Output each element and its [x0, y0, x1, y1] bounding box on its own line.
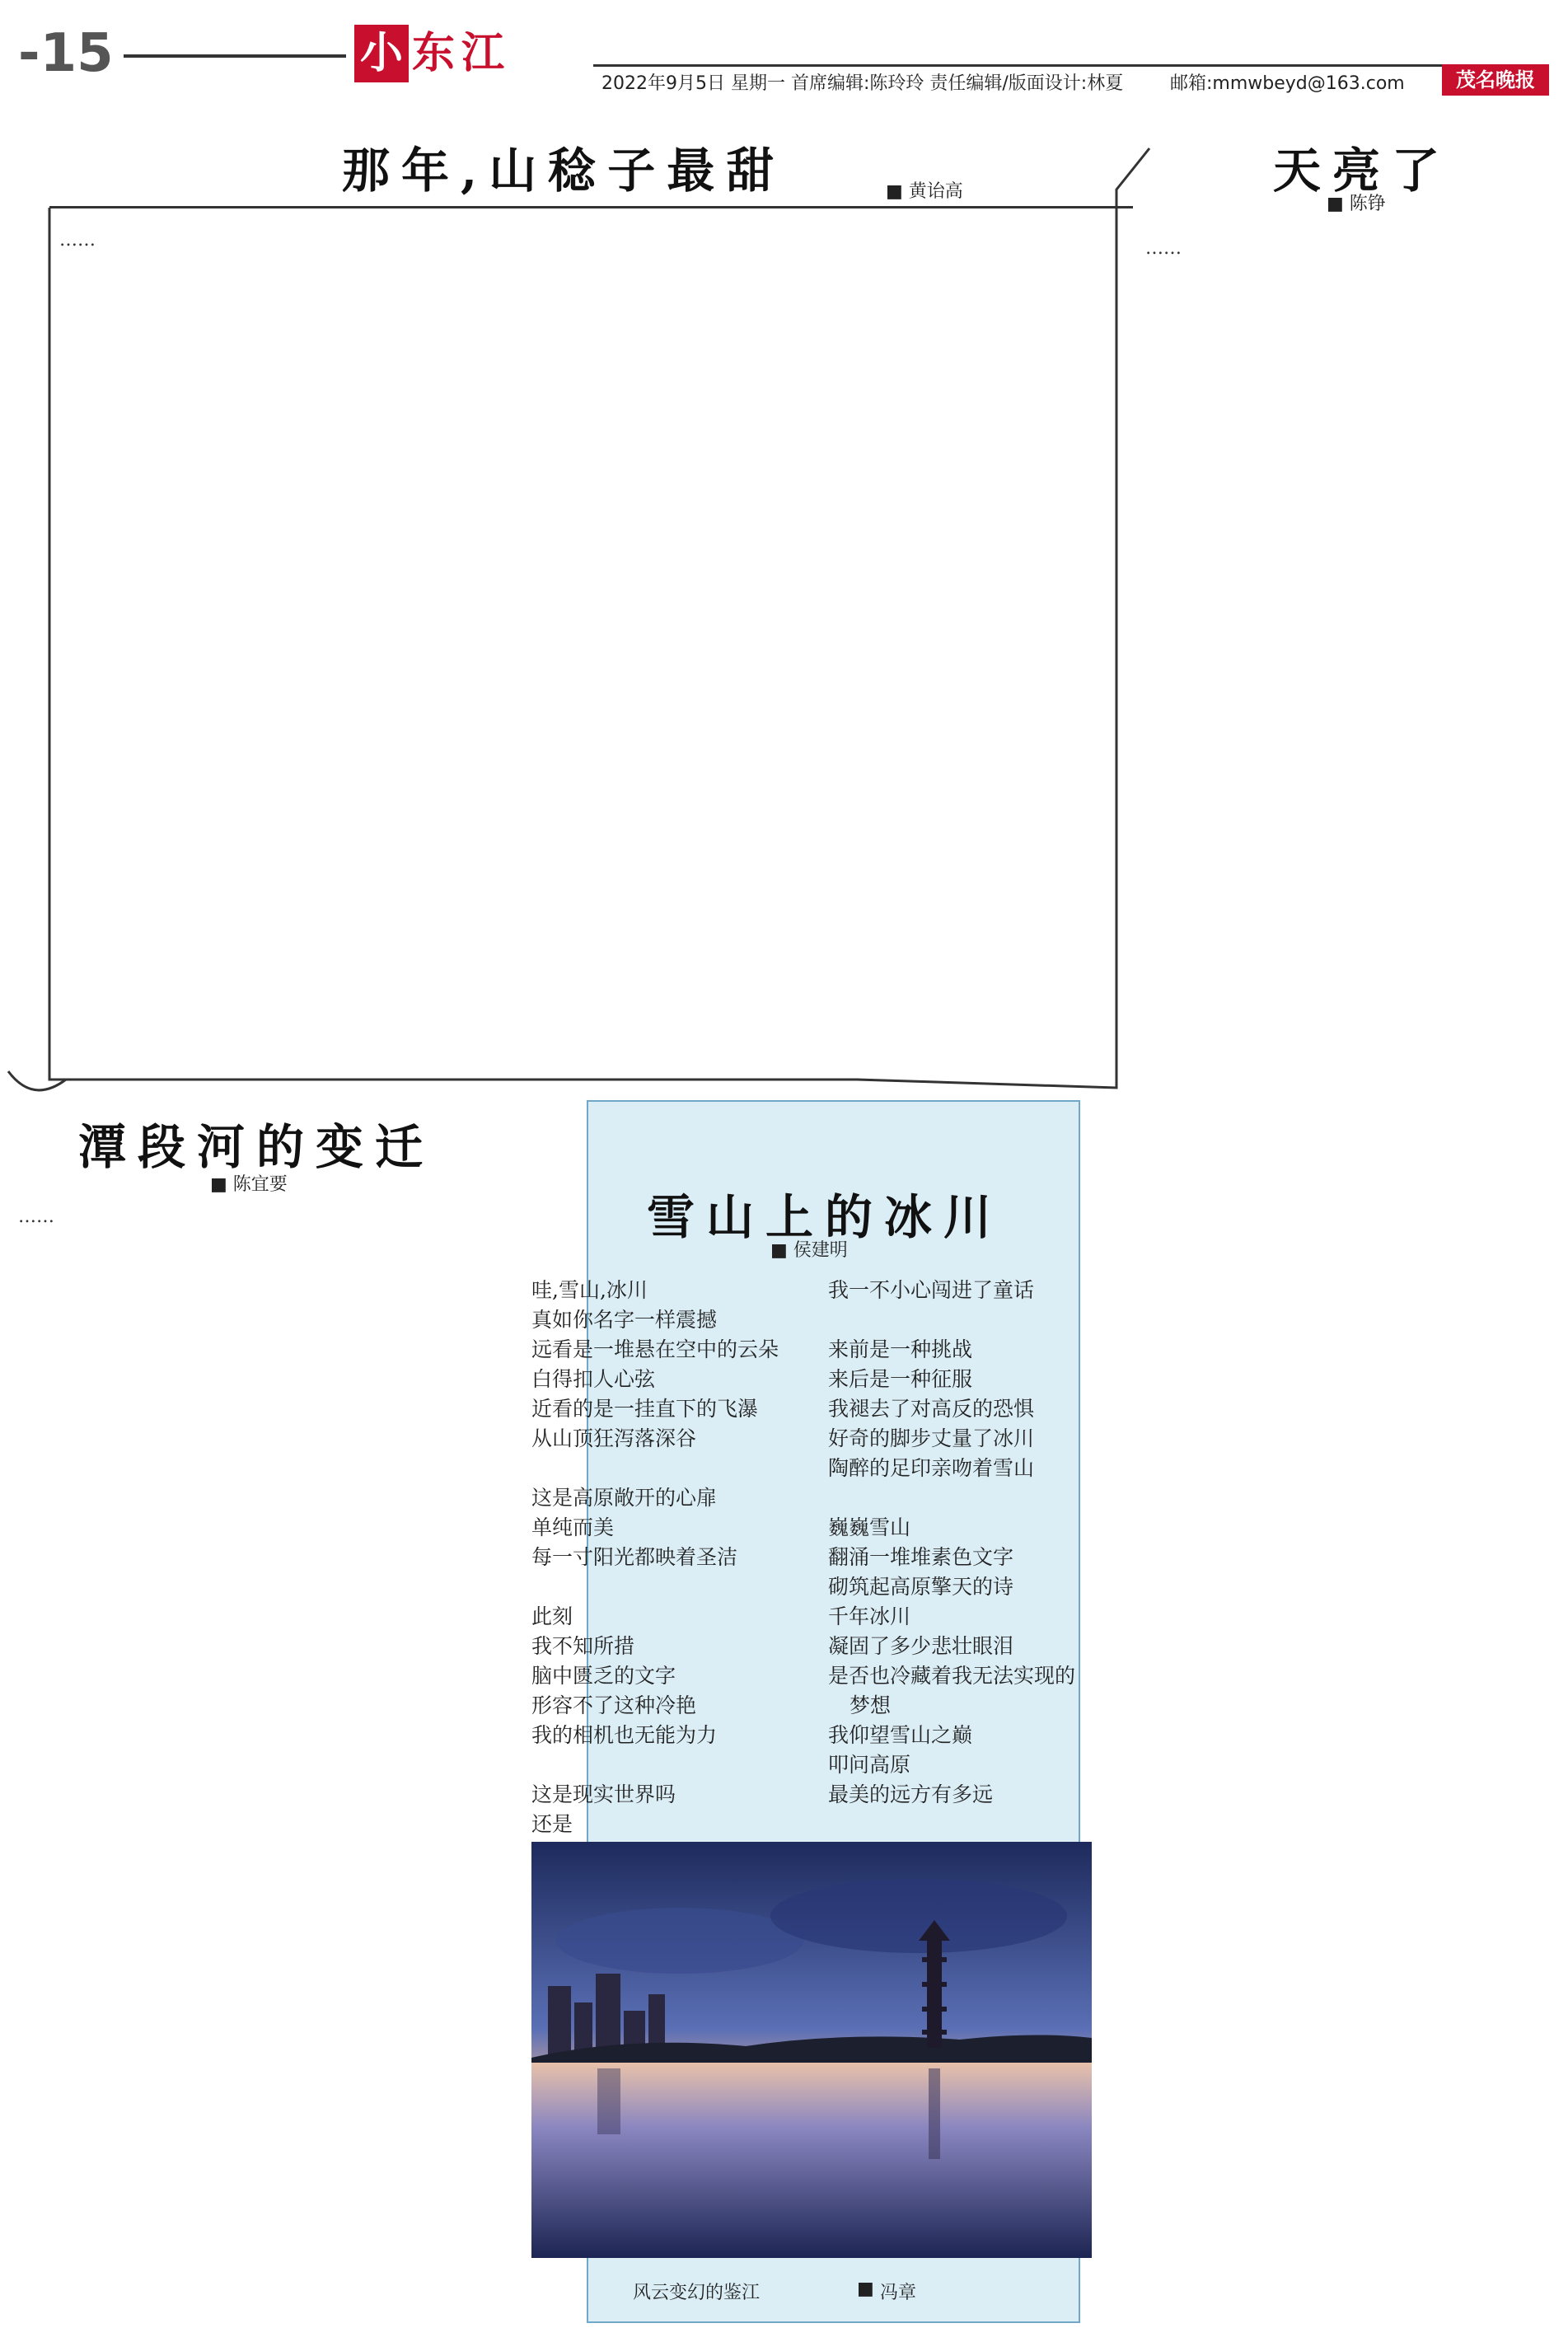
- poem-line: 我不知所措: [531, 1634, 635, 1658]
- poem-line: 陶醉的足印亲吻着雪山: [828, 1456, 1035, 1480]
- article-author: ■ 陈宜要: [210, 1170, 288, 1196]
- poem-line: 最美的远方有多远: [828, 1782, 994, 1806]
- poem-line: 来前是一种挑战: [828, 1337, 973, 1361]
- article-title: 雪山上的冰川: [647, 1189, 1004, 1245]
- poem-line: 远看是一堆悬在空中的云朵: [531, 1337, 779, 1361]
- photo-credit: 冯章: [880, 2283, 917, 2303]
- poem-line: 千年冰川: [828, 1604, 911, 1628]
- poem-line: 我褪去了对高反的恐惧: [828, 1397, 1035, 1421]
- page-number: -15: [18, 23, 114, 84]
- poem-line: 脑中匮乏的文字: [531, 1664, 676, 1688]
- edition-info: 2022年9月5日 星期一 首席编辑:陈玲玲 责任编辑/版面设计:林夏: [601, 73, 1124, 94]
- poem-line: 我仰望雪山之巅: [828, 1723, 973, 1747]
- newspaper-logo: 茂名晚报: [1442, 64, 1549, 96]
- poem-line: 好奇的脚步丈量了冰川: [828, 1426, 1035, 1450]
- poem-line: 每一寸阳光都映着圣洁: [531, 1545, 738, 1569]
- poem-line: 哇,雪山,冰川: [531, 1278, 648, 1302]
- poem-line: 形容不了这种冷艳: [531, 1693, 697, 1717]
- photo-credit-mark: ■: [857, 2279, 874, 2299]
- poem-line: 是否也冷藏着我无法实现的: [828, 1664, 1076, 1688]
- section-name-first-char: 小: [354, 25, 409, 82]
- poem-line: 梦想: [850, 1693, 892, 1717]
- article-body: ……: [59, 230, 96, 251]
- header-line: [593, 64, 1549, 67]
- poem-line: 白得扣人心弦: [531, 1367, 656, 1391]
- header-rule: [124, 54, 346, 58]
- poem-line: 我一不小心闯进了童话: [828, 1278, 1035, 1302]
- poem-line: 这是现实世界吗: [531, 1782, 676, 1806]
- poem-line: 真如你名字一样震撼: [531, 1308, 718, 1332]
- article-author: ■ 黄诒高: [886, 177, 963, 203]
- poem-line: 翻涌一堆堆素色文字: [828, 1545, 1014, 1569]
- poem-line: 近看的是一挂直下的飞瀑: [531, 1397, 759, 1421]
- photo-caption: 风云变幻的鉴江: [633, 2283, 761, 2303]
- article-title: 那年,山稔子最甜: [342, 143, 786, 199]
- article-author: ■ 陈铮: [1327, 190, 1386, 215]
- editor-email: 邮箱:mmwbeyd@163.com: [1170, 73, 1405, 94]
- article-frame: [0, 132, 1162, 1104]
- poem-line: 这是高原敞开的心扉: [531, 1486, 718, 1510]
- poem-line: 从山顶狂泻落深谷: [531, 1426, 697, 1450]
- poem-column-left: [531, 1276, 795, 1839]
- poem-line: 叩问高原: [828, 1753, 911, 1777]
- article-title: 天亮了: [1273, 143, 1452, 199]
- article-body: ……: [18, 1206, 54, 1227]
- article-body: ……: [1145, 238, 1182, 259]
- poem-line: 凝固了多少悲壮眼泪: [828, 1634, 1014, 1658]
- article-author: ■ 侯建明: [770, 1236, 848, 1262]
- river-photo: [531, 1842, 1092, 2258]
- poem-column-right: [828, 1276, 1075, 1810]
- section-name: 东江: [412, 28, 512, 78]
- poem-line: 我的相机也无能为力: [531, 1723, 718, 1747]
- poem-line: 还是: [531, 1812, 573, 1836]
- poem-line: 砌筑起高原擎天的诗: [828, 1575, 1014, 1599]
- poem-line: 来后是一种征服: [828, 1367, 973, 1391]
- article-title: 潭段河的变迁: [78, 1119, 435, 1175]
- poem-line: 巍巍雪山: [828, 1515, 911, 1539]
- poem-line: 单纯而美: [531, 1515, 615, 1539]
- poem-line: 此刻: [531, 1604, 573, 1628]
